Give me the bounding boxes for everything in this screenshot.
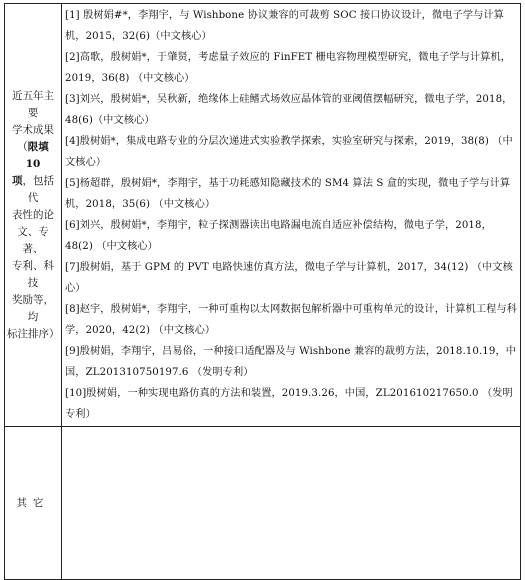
other-label-cell: 其它 (5, 427, 62, 580)
other-row (5, 427, 521, 580)
label-line-3 (7, 139, 59, 156)
entry-7: [7]殷树娟，基于 GPM 的 PVT 电路快速仿真方法，微电子学与计算机，2017，34(12) （中文核心） (65, 262, 513, 294)
entry-8: [8]赵宇，殷树娟*，李翔宇，一种可重构以太网数据包解析器中可重构单元的设计，计算机工程与科学，2020，42(2) （中文核心） (65, 304, 517, 336)
entry-1: [1] 殷树娟#*，李翔宇，与 Wishbone 协议兼容的可裁剪 SOC 接口协议设计，微电子学与计算机，2015，32(6)（中文核心） (65, 10, 504, 42)
entry-3: [3]刘兴，殷树娟*，吴秋新，绝缘体上硅鳍式场效应晶体管的亚阈值摆幅研究，微电子学，2018，48(6)（中文核心） (65, 94, 513, 126)
entry-2: [2]高歌，殷树娟*，于肇贤，考虑量子效应的 FinFET 栅电容物理模型研究，微电子学与计算机，2019，36(8) （中文核心） (65, 52, 512, 84)
label-paren: （ (17, 140, 28, 153)
label-line-4: 10 (25, 157, 41, 170)
other-content-cell (62, 427, 521, 580)
entry-9: [9]殷树娟，李翔宇，吕易俗，一种接口适配器及与 Wishbone 兼容的裁剪方法，2018.10.19，中国，ZL201310750197.6 （发明专利） (65, 346, 517, 378)
label-line-10: 标注排序） (7, 327, 60, 340)
achievements-row (5, 4, 521, 427)
label-include: ，包括代 (22, 174, 54, 204)
label-line-9: 奖励等，均 (12, 293, 54, 323)
label-line-6: 表性的论 (12, 208, 54, 221)
entry-5: [5]杨超群，殷树娟*，李翔宇，基于功耗感知隐藏技术的 SM4 算法 S 盒的实现，微电子学与计算机，2018，35(6) （中文核心） (65, 178, 511, 210)
label-line-5 (7, 173, 59, 207)
label-line-1: 近五年主要 (12, 89, 54, 119)
entry-4: [4]殷树娟*，集成电路专业的分层次递进式实验教学探索，实验室研究与探索，2019，38(8) （中文核心） (65, 136, 513, 168)
entry-10: [10]殷树娟，一种实现电路仿真的方法和装置，2019.3.26，中国，ZL201610217650.0 （发明专利） (65, 388, 513, 420)
label-line-8: 专利、科技 (12, 259, 54, 289)
label-item-unit: 项 (12, 174, 23, 187)
label-limit: 限填 (27, 140, 49, 153)
label-line-2: 学术成果 (12, 123, 54, 136)
achievements-table (4, 3, 521, 580)
achievements-content-cell (62, 4, 521, 427)
label-line-7: 文、专著、 (17, 225, 49, 255)
achievements-label-cell (5, 4, 62, 427)
entry-6: [6]刘兴，殷树娟*，李翔宇，粒子探测器读出电路漏电流自适应补偿结构，微电子学，2018，48(2) （中文核心） (65, 220, 492, 252)
